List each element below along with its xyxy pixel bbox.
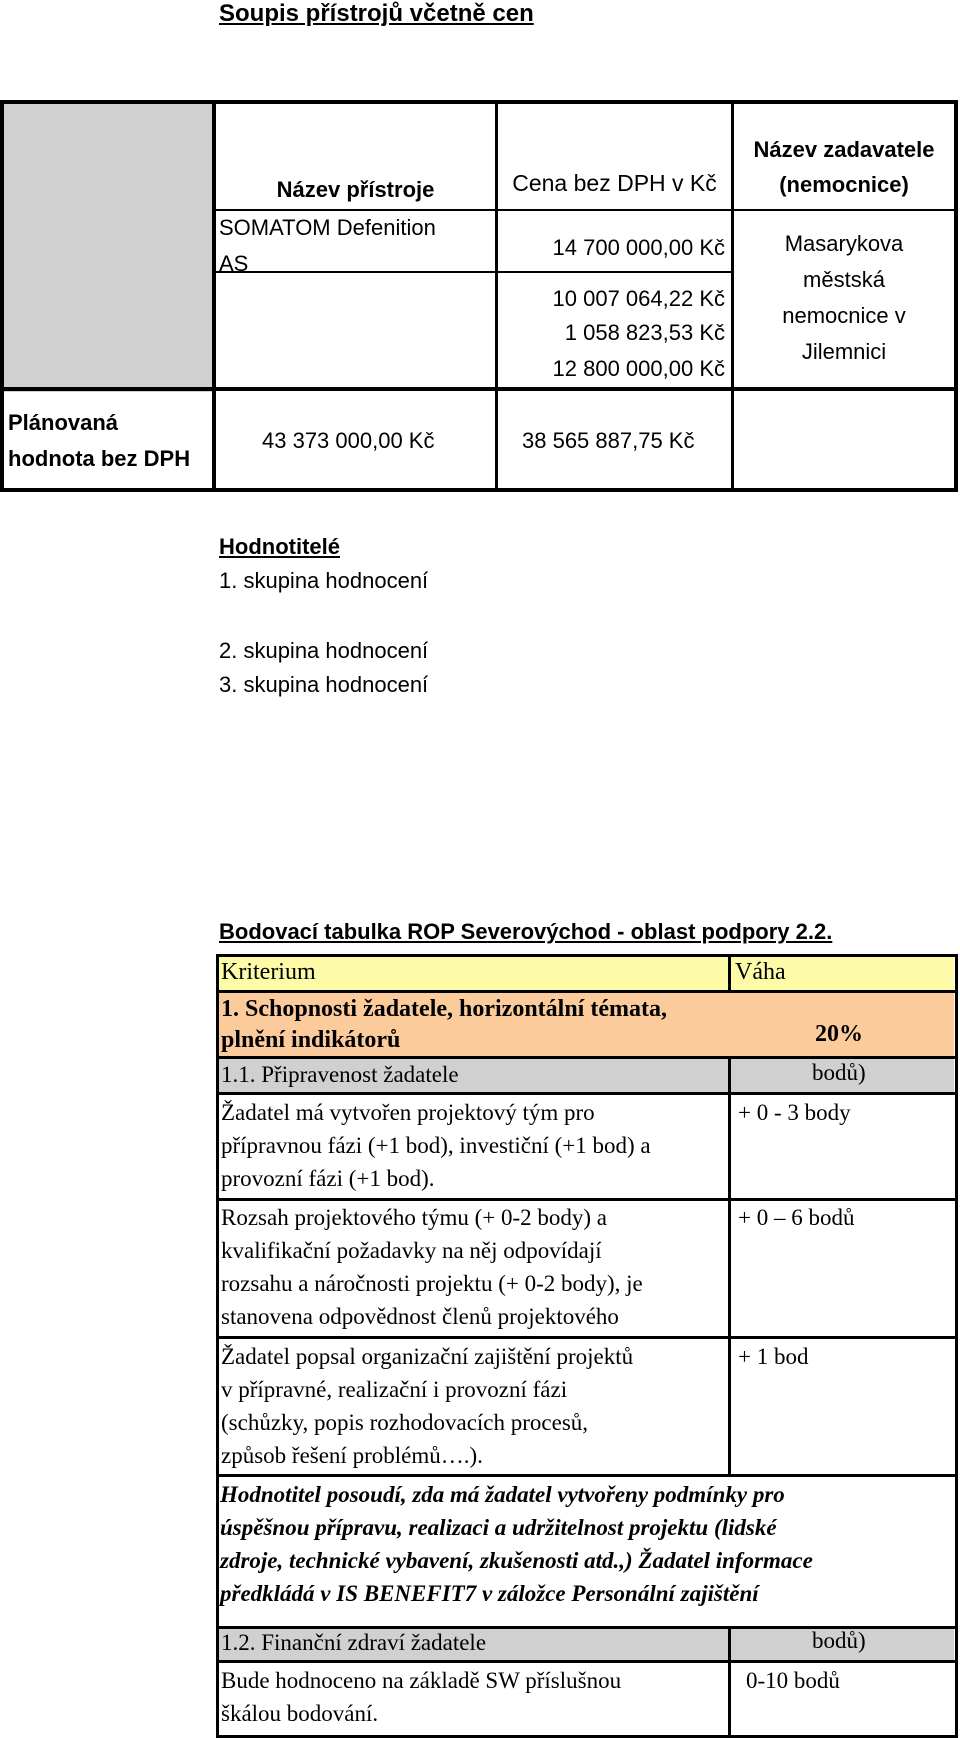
subsection-points: bodů) [812,1060,866,1085]
weight-header: Váha [735,959,786,985]
section-title-line1: 1. Schopnosti žadatele, horizontální témata, [221,996,667,1022]
section-title-line2: plnění indikátorů [221,1027,401,1053]
subsection-label: 1.2. Finanční zdraví žadatele [221,1630,487,1655]
evaluator-note: Hodnotitel posoudí, zda má žadatel vytvořeny podmínky pro [220,1482,785,1507]
col-price-header: Cena bez DPH v Kč [512,170,717,196]
client-line: nemocnice v [782,303,906,328]
col-client-header-line2: (nemocnice) [779,172,909,197]
client-line: městská [803,267,885,292]
subsection-points: bodů) [812,1628,866,1653]
total-price: 38 565 887,75 Kč [522,428,695,453]
criterion-text: Rozsah projektového týmu (+ 0-2 body) a [221,1205,608,1230]
price-cell: 1 058 823,53 Kč [564,320,725,345]
page-title: Soupis přístrojů včetně cen [219,0,534,27]
criterion-text: kvalifikační požadavky na něj odpovídají [221,1238,602,1263]
planned-value-label-line2: hodnota bez DPH [8,446,191,471]
gray-cell [0,100,216,392]
criterion-text: způsob řešení problémů….). [221,1443,483,1468]
section-weight: 20% [815,1021,863,1047]
criterion-text: (schůzky, popis rozhodovacích procesů, [221,1410,589,1435]
criterion-text: stanovena odpovědnost členů projektového [221,1304,619,1329]
price-cell: 14 700 000,00 Kč [552,235,725,260]
criterion-text: Žadatel má vytvořen projektový tým pro [221,1100,595,1125]
evaluator-group: 1. skupina hodnocení [219,568,429,593]
evaluator-group: 2. skupina hodnocení [219,638,429,663]
criterion-points: 0-10 bodů [746,1668,840,1693]
planned-value: 43 373 000,00 Kč [262,428,435,453]
criterion-header: Kriterium [221,959,316,985]
criterion-points: + 1 bod [738,1344,809,1369]
device-name-line1: SOMATOM Defenition [219,215,436,240]
device-name-line2: AS [219,251,249,276]
criterion-text: provozní fázi (+1 bod). [221,1166,435,1191]
col-client-header-line1: Název zadavatele [753,137,935,162]
col-name-header: Název přístroje [276,177,435,202]
criterion-points: + 0 - 3 body [738,1100,851,1125]
price-cell: 10 007 064,22 Kč [552,286,725,311]
client-line: Jilemnici [801,339,887,364]
evaluator-group: 3. skupina hodnocení [219,672,429,697]
evaluator-note: úspěšnou přípravu, realizaci a udržitelnost projektu (lidské [220,1515,777,1540]
criterion-text: přípravnou fázi (+1 bod), investiční (+1 bod) a [221,1133,651,1158]
subsection-label: 1.1. Připravenost žadatele [221,1062,459,1087]
criterion-text: rozsahu a náročnosti projektu (+ 0-2 body), je [221,1271,643,1296]
evaluators-title: Hodnotitelé [219,534,340,559]
scoring-title: Bodovací tabulka ROP Severovýchod - oblast podpory 2.2. [219,919,833,944]
planned-value-label-line1: Plánovaná [8,410,119,435]
criterion-text: Žadatel popsal organizační zajištění projektů [221,1344,634,1369]
criterion-text: v přípravné, realizační i provozní fázi [221,1377,568,1402]
evaluator-note: předkládá v IS BENEFIT7 v záložce Personální zajištění [220,1581,759,1606]
criterion-text: Bude hodnoceno na základě SW příslušnou [221,1668,622,1693]
header-row-fill [218,956,954,990]
evaluator-note: zdroje, technické vybavení, zkušenosti atd.,) Žadatel informace [220,1548,813,1573]
price-cell: 12 800 000,00 Kč [552,356,725,381]
criterion-text: škálou bodování. [221,1701,379,1726]
client-line: Masarykova [784,231,904,256]
criterion-points: + 0 – 6 bodů [738,1205,855,1230]
